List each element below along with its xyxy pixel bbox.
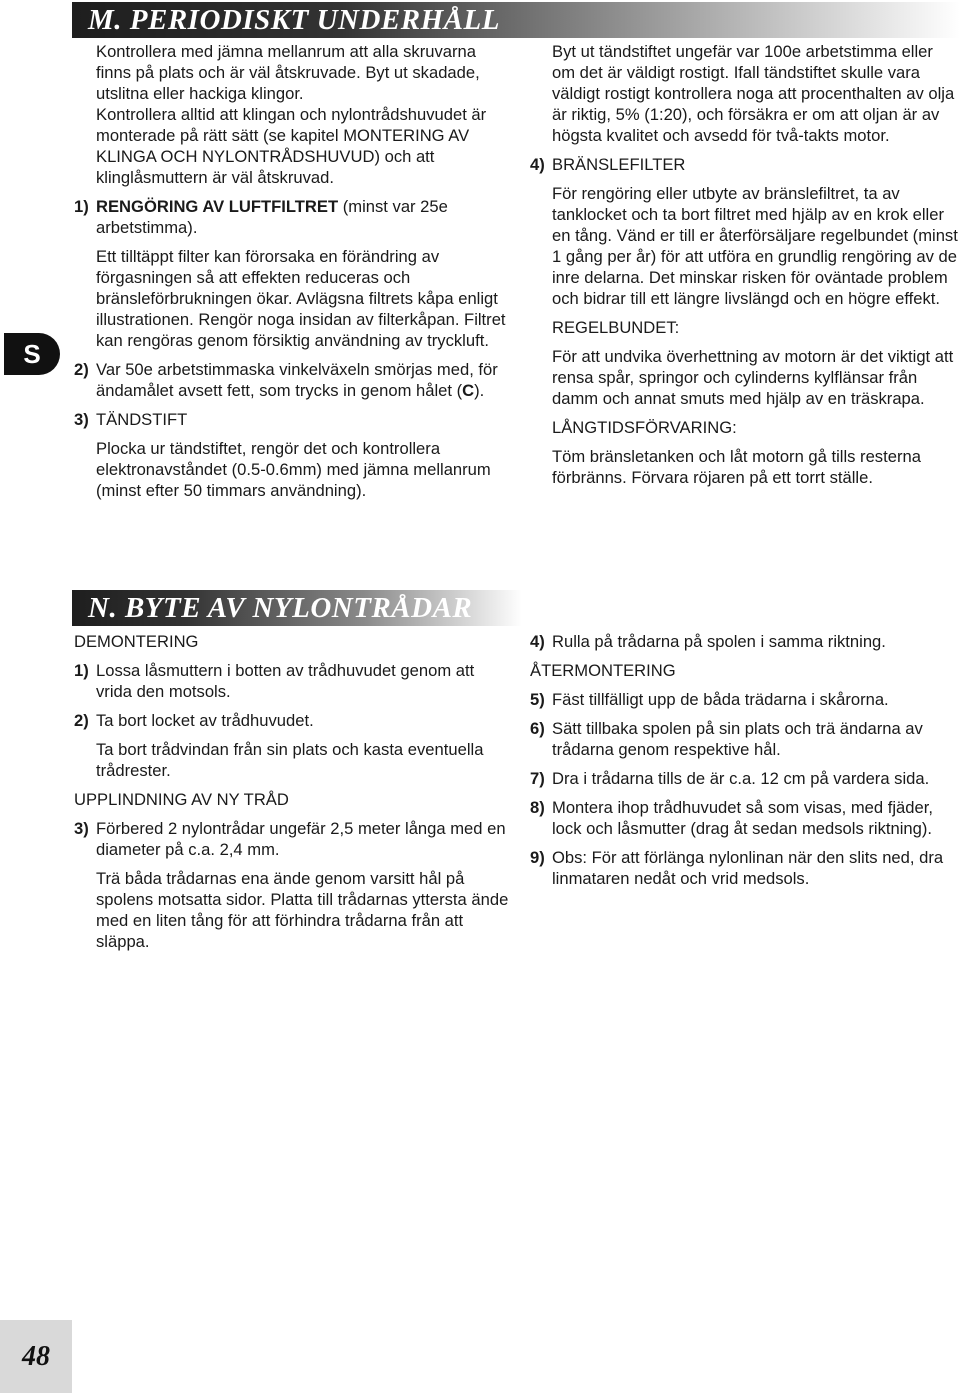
item-number: 9) xyxy=(530,848,545,867)
air-filter-item xyxy=(74,196,514,238)
dismount-heading: DEMONTERING xyxy=(74,632,199,651)
remount-heading: ÅTERMONTERING xyxy=(530,661,676,680)
dismount-step-1-text: Lossa låsmuttern i botten av trådhuvudet genom att vrida den motsols. xyxy=(96,661,475,701)
winding-heading: UPPLINDNING AV NY TRÅD xyxy=(74,790,289,809)
remount-step-5 xyxy=(530,689,958,710)
page-number: 48 xyxy=(22,1340,50,1372)
section-n-header xyxy=(72,590,522,626)
remount-step-7 xyxy=(530,768,958,789)
section-n-right-column xyxy=(530,631,958,897)
item-number: 3) xyxy=(74,819,89,838)
language-badge: S xyxy=(4,333,60,375)
remount-step-9-text: Obs: För att förlänga nylonlinan när den slits ned, dra linmataren nedåt och vrid medsols. xyxy=(552,848,944,888)
spark-plug-heading: TÄNDSTIFT xyxy=(96,410,188,429)
winding-step-3-sub: Trä båda trådarnas ena ände genom varsitt hål på spolens motsatta sidor. Platta till trådarnas yttersta ände med en liten tång för att förhindra trådarna från att släppa. xyxy=(96,869,509,951)
gear-lubrication-text: Var 50e arbetstimmaska vinkelväxeln smörjas med, för ändamålet avsett fett, som trycks in genom hålet ( xyxy=(96,360,498,400)
air-filter-heading: RENGÖRING AV LUFTFILTRET xyxy=(96,197,339,216)
fuel-filter-heading: BRÄNSLEFILTER xyxy=(552,155,686,174)
remount-step-8 xyxy=(530,797,958,839)
regular-heading: REGELBUNDET: xyxy=(552,318,680,337)
air-filter-interval: (minst var 25e arbetstimma). xyxy=(96,197,448,237)
fuel-filter-text: För rengöring eller utbyte av bränslefiltret, ta av tanklocket och ta bort filtret med hjälp av en krok eller en tång. Vänd er till er återförsäljare regelbundet (minst 1 gång per år) för att utföra en grundlig rengöring av de inre delarna. Det minskar risken för oväntade problem och bidrar till ett längre livslängd och en högre effekt. xyxy=(552,184,958,308)
fuel-filter-item xyxy=(530,154,958,175)
dismount-step-2-text: Ta bort locket av trådhuvudet. xyxy=(96,711,314,730)
dismount-step-2-sub: Ta bort trådvindan från sin plats och kasta eventuella trådrester. xyxy=(96,740,484,780)
remount-step-6 xyxy=(530,718,958,760)
item-number: 5) xyxy=(530,690,545,709)
item-number: 1) xyxy=(74,661,89,680)
section-m-right-column xyxy=(530,41,958,496)
remount-step-7-text: Dra i trådarna tills de är c.a. 12 cm på vardera sida. xyxy=(552,769,930,788)
section-n-left-column xyxy=(74,631,514,960)
gear-lubrication-item xyxy=(74,359,514,401)
item-number: 2) xyxy=(74,711,89,730)
section-m-title: M. PERIODISKT UNDERHÅLL xyxy=(88,3,500,36)
item-number: 7) xyxy=(530,769,545,788)
storage-heading: LÅNGTIDSFÖRVARING: xyxy=(552,418,737,437)
remount-step-5-text: Fäst tillfälligt upp de båda trädarna i skårorna. xyxy=(552,690,889,709)
remount-step-9 xyxy=(530,847,958,889)
air-filter-text: Ett tilltäppt filter kan förorsaka en förändring av förgasningen så att effekten reduceras och bränsleförbrukningen ökar. Avlägsna filtrets kåpa enligt illustrationen. Rengör noga insidan av filterkåpan. Filtret kan rengöras genom försiktig användning av tryckluft. xyxy=(96,247,506,350)
spark-plug-text: Plocka ur tändstiftet, rengör det och kontrollera elektronavståndet (0.5-0.6mm) med jämna mellanrum (minst efter 50 timmars användning). xyxy=(96,439,491,500)
item-number: 2) xyxy=(74,360,89,379)
regular-text: För att undvika överhettning av motorn är det viktigt att rensa spår, springor och cylinderns kylflänsar från damm och annat smuts med hjälp av en träskrapa. xyxy=(552,347,954,408)
item-number: 1) xyxy=(74,197,89,216)
maintenance-intro-2: Kontrollera alltid att klingan och nylontrådshuvudet är monterade på rätt sätt (se kapitel MONTERING AV KLINGA OCH NYLONTRÅDSHUVUD) och att klinglåsmuttern är väl åtskruvad. xyxy=(96,105,487,187)
item-number: 6) xyxy=(530,719,545,738)
section-m-header xyxy=(72,2,960,38)
dismount-step-1 xyxy=(74,660,514,702)
section-m-left-column xyxy=(74,41,514,509)
hole-label: C xyxy=(462,381,475,400)
item-number: 3) xyxy=(74,410,89,429)
item-number: 4) xyxy=(530,155,545,174)
item-number: 8) xyxy=(530,798,545,817)
winding-step-3-text: Förbered 2 nylontrådar ungefär 2,5 meter långa med en diameter på c.a. 2,4 mm. xyxy=(96,819,506,859)
page-number-box xyxy=(0,1320,72,1393)
spark-plug-item xyxy=(74,409,514,430)
remount-step-6-text: Sätt tillbaka spolen på sin plats och trä ändarna av trådarna genom respektive hål. xyxy=(552,719,923,759)
dismount-step-2 xyxy=(74,710,514,731)
section-n-title: N. BYTE AV NYLONTRÅDAR xyxy=(88,591,473,624)
page-sidebar xyxy=(0,0,72,1393)
winding-step-3 xyxy=(74,818,514,860)
winding-step-4-text: Rulla på trådarna på spolen i samma riktning. xyxy=(552,632,886,651)
gear-lubrication-end: ). xyxy=(474,381,485,400)
spark-plug-replace-text: Byt ut tändstiftet ungefär var 100e arbetstimma eller om det är väldigt rostigt. Ifall tändstiftet skulle vara väldigt rostigt kontrollera noga att procenthalten av olja är riktig, 5% (1:20), och försäkra er om att oljan är av högsta kvalitet och avsedd för två-takts motor. xyxy=(552,42,955,145)
item-number: 4) xyxy=(530,632,545,651)
maintenance-intro-1: Kontrollera med jämna mellanrum att alla skruvarna finns på plats och är väl åtskruvade. Byt ut skadade, utslitna eller hackiga klingor. xyxy=(96,42,480,103)
winding-step-4 xyxy=(530,631,958,652)
remount-step-8-text: Montera ihop trådhuvudet så som visas, med fjäder, lock och låsmutter (drag åt sedan medsols riktning). xyxy=(552,798,933,838)
storage-text: Töm bränsletanken och låt motorn gå tills resterna förbränns. Förvara röjaren på ett torrt ställe. xyxy=(552,447,921,487)
